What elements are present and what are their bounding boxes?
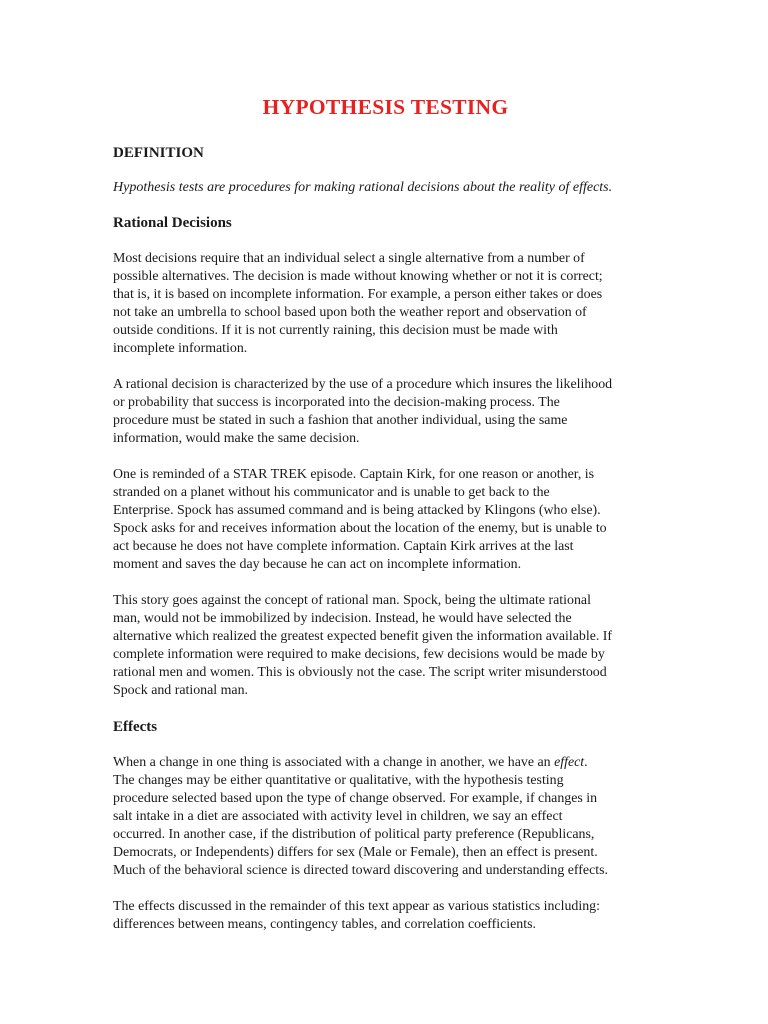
text-line: Democrats, or Independents) differs for sex (Male or Female), then an effect is present. bbox=[113, 845, 598, 860]
text-line: outside conditions. If it is not currently raining, this decision must be made with bbox=[113, 323, 558, 338]
paragraph bbox=[113, 898, 658, 934]
text-line: stranded on a planet without his communicator and is unable to get back to the bbox=[113, 485, 550, 500]
text-line: salt intake in a diet are associated with activity level in children, we say an effect bbox=[113, 809, 563, 824]
text-line: Spock asks for and receives information about the location of the enemy, but is unable to bbox=[113, 521, 607, 536]
paragraph bbox=[113, 592, 658, 700]
text-line: alternative which realized the greatest expected benefit given the information available. If bbox=[113, 629, 613, 644]
text-line: complete information were required to make decisions, few decisions would be made by bbox=[113, 647, 605, 662]
paragraph bbox=[113, 754, 658, 880]
text-line: This story goes against the concept of rational man. Spock, being the ultimate rational bbox=[113, 593, 591, 608]
text-run: When a change in one thing is associated with a change in another, we have an bbox=[113, 755, 555, 770]
text-line: not take an umbrella to school based upon both the weather report and observation of bbox=[113, 305, 587, 320]
text-line: A rational decision is characterized by the use of a procedure which insures the likelihood bbox=[113, 377, 613, 392]
text-run: . bbox=[584, 755, 588, 770]
text-line: differences between means, contingency tables, and correlation coefficients. bbox=[113, 917, 536, 932]
rational-decisions-section bbox=[113, 250, 658, 700]
text-line: act because he does not have complete information. Captain Kirk arrives at the last bbox=[113, 539, 574, 554]
rational-decisions-heading: Rational Decisions bbox=[113, 215, 232, 231]
effect-term: effect bbox=[554, 755, 585, 770]
text-line: The effects discussed in the remainder of this text appear as various statistics including: bbox=[113, 899, 600, 914]
text-line: man, would not be immobilized by indecision. Instead, he would have selected the bbox=[113, 611, 572, 626]
text-line: procedure must be stated in such a fashion that another individual, using the same bbox=[113, 413, 568, 428]
text-line: occurred. In another case, if the distribution of political party preference (Republicans, bbox=[113, 827, 595, 842]
text-line: procedure selected based upon the type of change observed. For example, if changes in bbox=[113, 791, 598, 806]
paragraph bbox=[113, 376, 658, 448]
text-line: that is, it is based on incomplete information. For example, a person either takes or does bbox=[113, 287, 603, 302]
effects-heading: Effects bbox=[113, 719, 158, 735]
effects-section bbox=[113, 754, 658, 934]
definition-heading: DEFINITION bbox=[113, 145, 204, 161]
text-line: One is reminded of a STAR TREK episode. Captain Kirk, for one reason or another, is bbox=[113, 467, 595, 482]
text-line: Enterprise. Spock has assumed command and is being attacked by Klingons (who else). bbox=[113, 503, 601, 518]
text-line: Much of the behavioral science is directed toward discovering and understanding effects. bbox=[113, 863, 609, 878]
text-line: possible alternatives. The decision is made without knowing whether or not it is correct; bbox=[113, 269, 603, 284]
paragraph bbox=[113, 250, 658, 358]
text-line: moment and saves the day because he can act on incomplete information. bbox=[113, 557, 522, 572]
text-line: information, would make the same decision. bbox=[113, 431, 360, 446]
text-line: The changes may be either quantitative or qualitative, with the hypothesis testing bbox=[113, 773, 564, 788]
text-line: Most decisions require that an individual select a single alternative from a number of bbox=[113, 251, 585, 266]
definition-text: Hypothesis tests are procedures for making rational decisions about the reality of effects. bbox=[113, 180, 613, 195]
text-line: or probability that success is incorporated into the decision-making process. The bbox=[113, 395, 560, 410]
text-line: incomplete information. bbox=[113, 341, 248, 356]
text-line: rational men and women. This is obviously not the case. The script writer misunderstood bbox=[113, 665, 607, 680]
page-title: HYPOTHESIS TESTING bbox=[262, 95, 509, 119]
paragraph bbox=[113, 466, 658, 574]
text-line: Spock and rational man. bbox=[113, 683, 249, 698]
text-line bbox=[113, 754, 658, 772]
